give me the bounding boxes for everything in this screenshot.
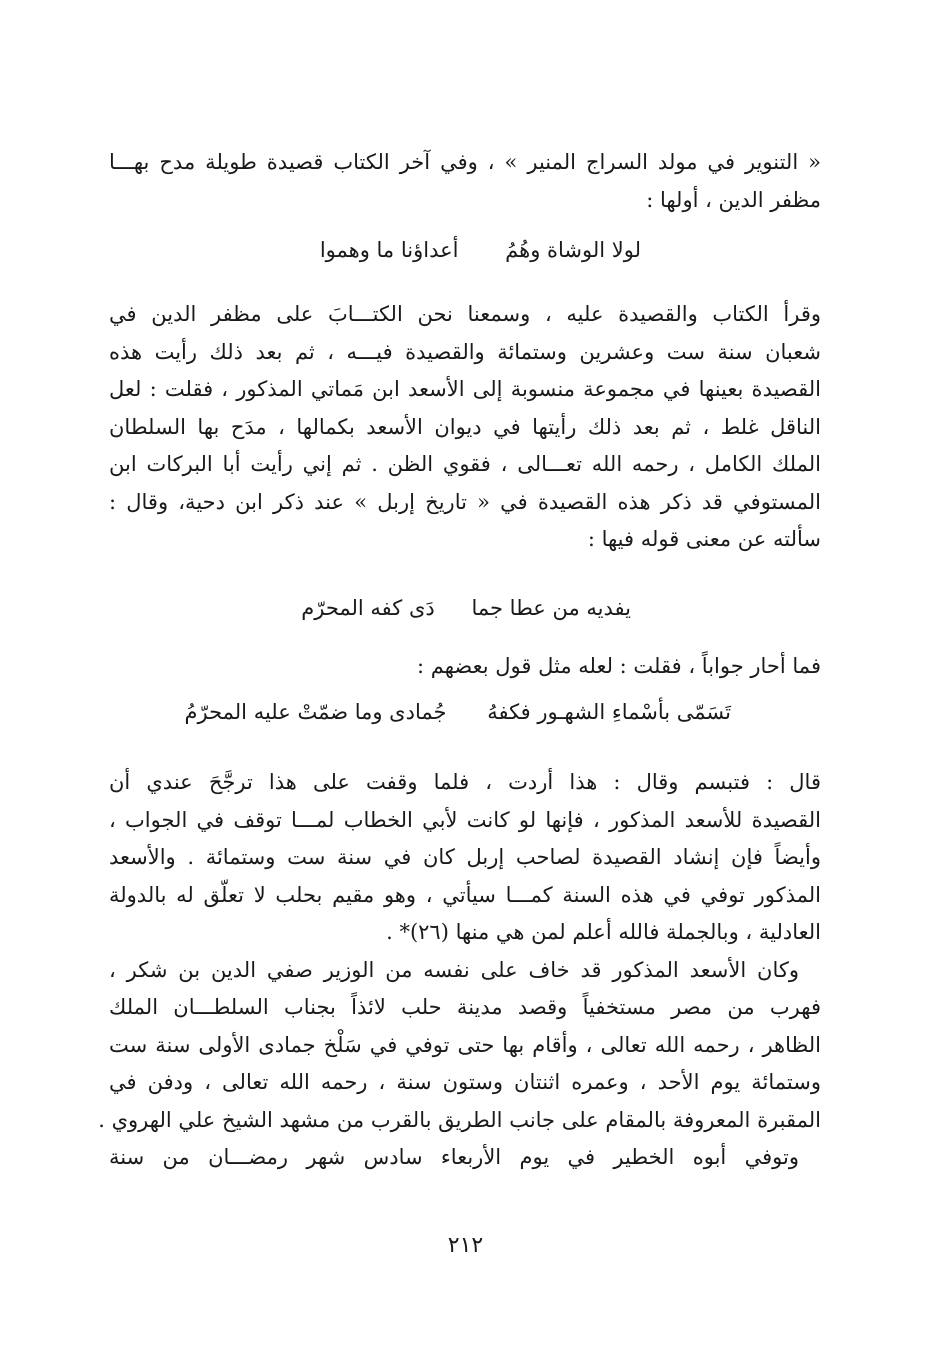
text-line: « التنوير في مولد السراج المنير » ، وفي آخر الكتاب قصيدة طويلة مدح بهـــا [109,150,821,174]
verse-1 [320,238,641,262]
text-line: المستوفي قد ذكر هذه القصيدة في « تاريخ إربل » عند ذكر ابن دحية، وقال : [109,489,821,514]
text-line: وكان الأسعد المذكور قد خاف على نفسه من الوزير صفي الدين بن شكر ، [109,957,799,982]
text-line: وتوفي أبوه الخطير في يوم الأربعاء سادس شهر رمضـــان من سنة [109,1145,799,1169]
text-line: العادلية ، وبالجملة فالله أعلم لمن هي منها (٢٦)* . [386,920,821,944]
verse-first-hemistich: تَسَمّى بأسْماءِ الشهـور فكفهُ [487,700,731,724]
text-line: قال : فتبسم وقال : هذا أردت ، فلما وقفت على هذا ترجَّحَ عندي أن [109,770,821,794]
verse-first-hemistich: لولا الوشاة وهُمُ [505,238,641,262]
verse-3 [185,700,732,724]
text-line: سألته عن معنى قوله فيها : [587,527,821,551]
text-line: المقبرة المعروفة بالمقام على جانب الطريق بالقرب من مشهد الشيخ علي الهروي . [98,1107,821,1132]
verse-second-hemistich: أعداؤنا ما وهموا [319,238,459,262]
text-line: الظاهر ، رحمه الله تعالى ، وأقام بها حتى توفي في سَلْخ جمادى الأولى سنة ست [109,1032,821,1057]
text-line: وستمائة يوم الأحد ، وعمره اثنتان وستون سنة ، رحمه الله تعالى ، ودفن في [109,1070,821,1094]
text-line: القصيدة بعينها في مجموعة منسوبة إلى الأسعد ابن مَماتي المذكور ، فقلت : لعل [109,377,821,401]
verse-first-hemistich: يفديه من عطا جما [471,596,631,620]
text-line: شعبان سنة ست وعشرين وستمائة والقصيدة فيـــه ، ثم بعد ذلك رأيت هذه [109,339,821,364]
text-line: مظفر الدين ، أولها : [646,187,821,212]
paragraph-intro [109,144,821,219]
text-line: وقرأ الكتاب والقصيدة عليه ، وسمعنا نحن الكتـــابَ على مظفر الدين في [109,302,821,326]
page-number: ٢١٢ [447,1233,484,1258]
paragraph-answer [109,648,821,686]
text-line: الناقل غلط ، ثم بعد ذلك رأيتها في ديوان الأسعد بكمالها ، مدَح بها السلطان [109,414,821,439]
paragraph-reading [109,296,821,559]
text-line: الملك الكامل ، رحمه الله تعـــالى ، فقوي الظن . ثم إني رأيت أبا البركات ابن [109,452,821,476]
verse-second-hemistich: دَى كفه المحرّم [301,596,435,620]
text-line: وأيضاً فإن إنشاد القصيدة لصاحب إربل كان في سنة ست وستمائة . والأسعد [109,845,821,869]
verse-second-hemistich: جُمادى وما ضمّتْ عليه المحرّمُ [184,700,447,724]
text-line: فما أحار جواباً ، فقلت : لعله مثل قول بعضهم : [417,654,821,678]
verse-2 [301,596,631,620]
paragraph-conclusion [98,764,821,1177]
text-line: فهرب من مصر مستخفياً وقصد مدينة حلب لائذاً بجناب السلطـــان الملك [109,995,821,1019]
text-line: المذكور توفي في هذه السنة كمـــا سيأتي ، وهو مقيم بحلب لا تعلّق له بالدولة [109,882,821,907]
text-line: القصيدة للأسعد المذكور ، فإنها لو كانت لأبي الخطاب لمـــا توقف في الجواب ، [109,807,821,832]
